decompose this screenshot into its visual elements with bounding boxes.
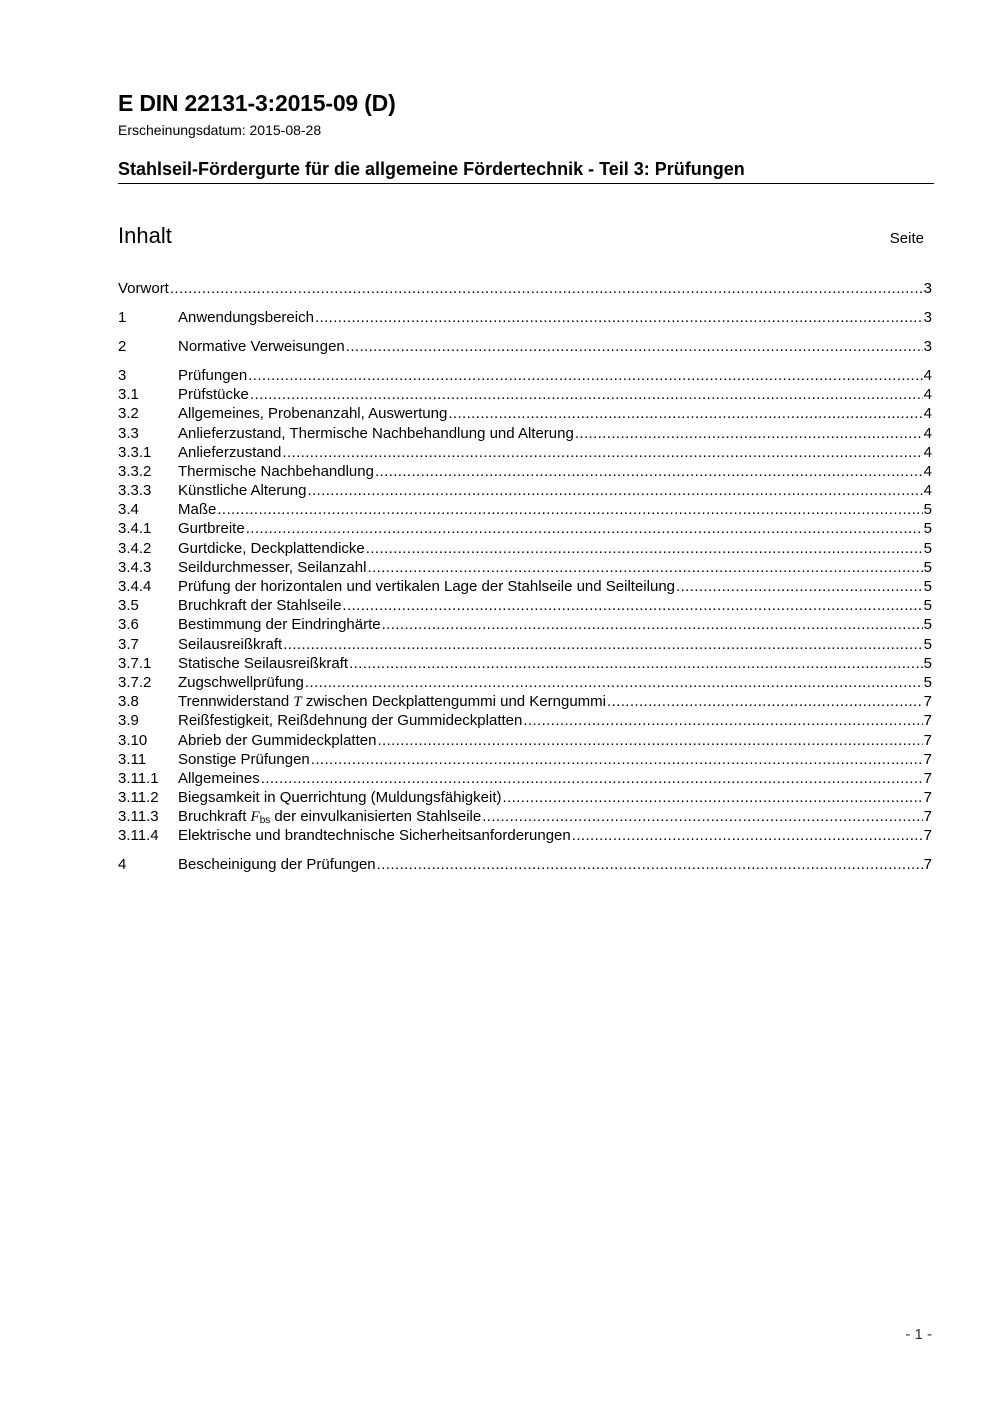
- toc-dot-leader: [482, 807, 922, 826]
- toc-entry-title: Gurtdicke, Deckplattendicke: [178, 539, 365, 557]
- toc-title-part: der einvulkanisierten Stahlseile: [270, 808, 482, 826]
- toc-entry[interactable]: [118, 855, 932, 874]
- toc-entry-title: Anlieferzustand: [178, 443, 282, 461]
- toc-title-part: zwischen Deckplattengummi und Kerngummi: [301, 693, 606, 711]
- toc-entry[interactable]: [118, 769, 932, 788]
- toc-entry-title: Bescheinigung der Prüfungen: [178, 856, 376, 874]
- toc-entry-title: Vorwort: [118, 280, 169, 297]
- toc-entry-page: 5: [923, 558, 932, 576]
- toc-entry-number: 3.5: [118, 597, 139, 615]
- toc-dot-leader: [607, 692, 923, 711]
- toc-dot-leader: [307, 481, 922, 500]
- toc-entry[interactable]: [118, 577, 932, 596]
- toc-entry[interactable]: [118, 443, 932, 462]
- toc-entry-title: Prüfstücke: [178, 386, 249, 404]
- toc-entry-page: 7: [923, 693, 932, 711]
- toc-entry-number: 1: [118, 308, 127, 326]
- toc-entry-page: 4: [923, 405, 932, 423]
- page-number: - 1 -: [905, 1326, 932, 1343]
- toc-entry-number: 3.11.1: [118, 769, 159, 787]
- toc-entry[interactable]: [118, 279, 932, 298]
- toc-entry-title: Anwendungsbereich: [178, 308, 314, 326]
- toc-dot-leader: [217, 500, 922, 519]
- toc-entry[interactable]: [118, 462, 932, 481]
- toc-entry[interactable]: [118, 711, 932, 730]
- toc-entry-number: 3.3: [118, 424, 139, 442]
- toc-entry-number: 3.4.4: [118, 578, 152, 596]
- toc-entry-title: Abrieb der Gummideckplatten: [178, 731, 377, 749]
- toc-entry[interactable]: [118, 424, 932, 443]
- toc-entry[interactable]: [118, 750, 932, 769]
- toc-dot-leader: [282, 443, 922, 462]
- toc-dot-leader: [503, 788, 923, 807]
- toc-entry-page: 7: [923, 769, 932, 787]
- toc-entry-number: 3.4.2: [118, 539, 152, 557]
- toc-entry-page: 7: [923, 789, 932, 807]
- toc-entry[interactable]: [118, 635, 932, 654]
- variable-letter: F: [250, 809, 260, 826]
- toc-entry-number: 3.4.1: [118, 520, 152, 538]
- toc-entry[interactable]: [118, 539, 932, 558]
- toc-dot-leader: [523, 711, 922, 730]
- toc-entry-page: 3: [923, 337, 932, 355]
- toc-entry[interactable]: [118, 404, 932, 423]
- toc-entry-page: 7: [923, 808, 932, 826]
- toc-dot-leader: [367, 558, 922, 577]
- toc-entry[interactable]: [118, 615, 932, 634]
- toc-entry-title: Statische Seilausreißkraft: [178, 654, 349, 672]
- toc-entry-page: 3: [923, 280, 932, 297]
- toc-entry-title: Allgemeines: [178, 769, 260, 787]
- toc-entry-title: [178, 692, 606, 712]
- toc-entry-page: 7: [923, 827, 932, 845]
- toc-entry-title: Sonstige Prüfungen: [178, 750, 310, 768]
- document-title: Stahlseil-Fördergurte für die allgemeine Fördertechnik - Teil 3: Prüfungen: [118, 159, 745, 179]
- toc-entry-page: 4: [923, 366, 932, 384]
- toc-entry[interactable]: [118, 337, 932, 356]
- toc-entry-number: 3.11.2: [118, 789, 159, 807]
- publication-date: Erscheinungsdatum: 2015-08-28: [118, 122, 322, 138]
- document-id: E DIN 22131-3:2015-09 (D): [118, 90, 396, 116]
- toc-entry-page: 5: [923, 616, 932, 634]
- toc-entry-number: 3.3.2: [118, 462, 152, 480]
- variable-subscript: bs: [259, 815, 271, 827]
- toc-entry-page: 5: [923, 673, 932, 691]
- toc-entry-title: Seilausreißkraft: [178, 635, 283, 653]
- toc-entry-title: Seildurchmesser, Seilanzahl: [178, 558, 367, 576]
- toc-entry-page: 7: [923, 731, 932, 749]
- toc-entry-number: 3.11: [118, 750, 147, 768]
- toc-entry[interactable]: [118, 673, 932, 692]
- toc-entry[interactable]: [118, 481, 932, 500]
- toc-entry-number: 3.2: [118, 405, 139, 423]
- variable-symbol: [251, 809, 271, 825]
- toc-entry-page: 3: [923, 308, 932, 326]
- toc-entry-page: 4: [923, 443, 932, 461]
- toc-entry-number: 3.6: [118, 616, 139, 634]
- toc-title-part: Bruchkraft: [178, 808, 251, 826]
- toc-entry-page: 5: [923, 520, 932, 538]
- toc-dot-leader: [261, 769, 923, 788]
- toc-entry-page: 7: [923, 712, 932, 730]
- toc-entry-title: Gurtbreite: [178, 520, 245, 538]
- contents-heading: Inhalt: [118, 223, 172, 248]
- toc-entry-page: 5: [923, 597, 932, 615]
- toc-entry-page: 5: [923, 635, 932, 653]
- toc-entry-page: 5: [923, 539, 932, 557]
- toc-dot-leader: [311, 750, 923, 769]
- toc-entry-page: 4: [923, 462, 932, 480]
- toc-entry-number: 2: [118, 337, 127, 355]
- toc-entry-number: 3.10: [118, 731, 148, 749]
- toc-entry-number: 3.7: [118, 635, 139, 653]
- table-of-contents: [118, 279, 932, 875]
- toc-entry-number: 3.4: [118, 501, 139, 519]
- toc-dot-leader: [315, 308, 923, 327]
- toc-entry-number: 3.4.3: [118, 558, 152, 576]
- toc-dot-leader: [377, 731, 922, 750]
- toc-entry[interactable]: [118, 731, 932, 750]
- toc-entry[interactable]: [118, 308, 932, 327]
- toc-entry-number: 3.11.3: [118, 808, 159, 826]
- toc-entry-title: Biegsamkeit in Querrichtung (Muldungsfähigkeit): [178, 789, 502, 807]
- toc-entry-title: Anlieferzustand, Thermische Nachbehandlung und Alterung: [178, 424, 574, 442]
- toc-entry-title: Allgemeines, Probenanzahl, Auswertung: [178, 405, 448, 423]
- toc-entry[interactable]: [118, 500, 932, 519]
- toc-entry-title: Künstliche Alterung: [178, 482, 307, 500]
- toc-entry-page: 4: [923, 424, 932, 442]
- toc-entry-page: 7: [923, 750, 932, 768]
- toc-entry-title: Elektrische und brandtechnische Sicherheitsanforderungen: [178, 827, 571, 845]
- toc-dot-leader: [246, 519, 923, 538]
- toc-dot-leader: [305, 673, 923, 692]
- toc-entry-title: Normative Verweisungen: [178, 337, 345, 355]
- toc-dot-leader: [248, 366, 922, 385]
- toc-dot-leader: [377, 855, 923, 874]
- toc-entry-page: 4: [923, 482, 932, 500]
- toc-dot-leader: [448, 404, 922, 423]
- toc-dot-leader: [382, 615, 923, 634]
- toc-entry-number: 3: [118, 366, 127, 384]
- toc-dot-leader: [342, 596, 922, 615]
- toc-entry-page: 7: [923, 856, 932, 874]
- toc-entry-page: 5: [923, 501, 932, 519]
- toc-entry-number: 4: [118, 856, 127, 874]
- toc-entry-title: Reißfestigkeit, Reißdehnung der Gummideckplatten: [178, 712, 523, 730]
- toc-entry-number: 3.7.1: [118, 654, 152, 672]
- toc-entry-number: 3.11.4: [118, 827, 159, 845]
- toc-entry-title: Prüfungen: [178, 366, 248, 384]
- toc-entry[interactable]: [118, 654, 932, 673]
- toc-entry-number: 3.8: [118, 693, 139, 711]
- toc-entry-number: 3.3.3: [118, 482, 152, 500]
- toc-entry-page: 4: [923, 386, 932, 404]
- toc-entry-number: 3.3.1: [118, 443, 152, 461]
- toc-entry[interactable]: [118, 692, 932, 711]
- toc-entry-number: 3.1: [118, 386, 139, 404]
- toc-dot-leader: [283, 635, 922, 654]
- toc-entry-title: Prüfung der horizontalen und vertikalen Lage der Stahlseile und Seilteilung: [178, 578, 675, 596]
- toc-dot-leader: [250, 385, 923, 404]
- variable-symbol: T: [293, 694, 302, 711]
- toc-entry[interactable]: [118, 596, 932, 615]
- toc-dot-leader: [366, 539, 923, 558]
- toc-entry-title: Maße: [178, 501, 217, 519]
- toc-entry-number: 3.7.2: [118, 673, 152, 691]
- toc-dot-leader: [572, 826, 923, 845]
- title-rule: [118, 183, 934, 184]
- toc-dot-leader: [346, 337, 923, 356]
- toc-entry-title: Zugschwellprüfung: [178, 673, 304, 691]
- toc-entry[interactable]: [118, 826, 932, 845]
- toc-title-part: Trennwiderstand: [178, 693, 294, 711]
- toc-entry-page: 5: [923, 578, 932, 596]
- toc-entry-number: 3.9: [118, 712, 139, 730]
- toc-entry[interactable]: [118, 807, 932, 826]
- toc-entry[interactable]: [118, 519, 932, 538]
- toc-entry-title: Bestimmung der Eindringhärte: [178, 616, 381, 634]
- toc-entry[interactable]: [118, 385, 932, 404]
- toc-entry[interactable]: [118, 558, 932, 577]
- toc-dot-leader: [676, 577, 923, 596]
- toc-entry[interactable]: [118, 366, 932, 385]
- toc-entry-page: 5: [923, 654, 932, 672]
- toc-entry[interactable]: [118, 788, 932, 807]
- page-column-label: Seite: [889, 230, 924, 247]
- toc-dot-leader: [375, 462, 923, 481]
- toc-entry-title: Thermische Nachbehandlung: [178, 462, 374, 480]
- toc-dot-leader: [575, 424, 923, 443]
- toc-dot-leader: [349, 654, 923, 673]
- toc-entry-title: Bruchkraft der Stahlseile: [178, 597, 342, 615]
- toc-dot-leader: [170, 279, 923, 298]
